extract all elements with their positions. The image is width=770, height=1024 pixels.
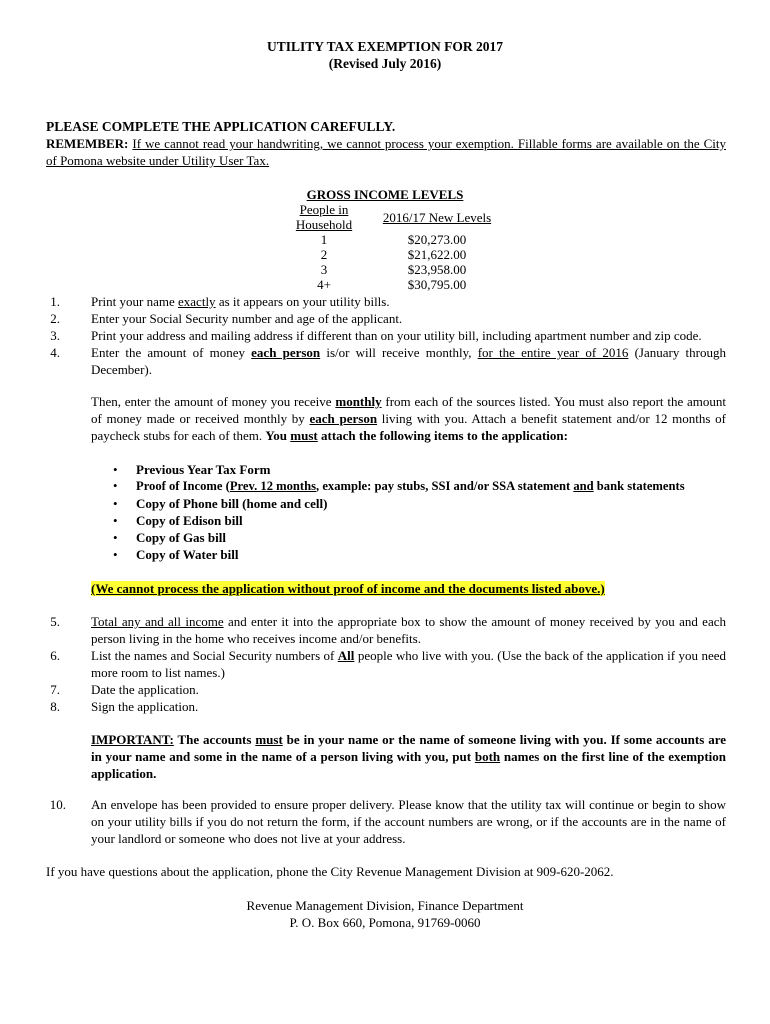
step-4-text xyxy=(91,344,726,378)
step-text: and enter it into the appropriate box to show the amount of money received by you and each person living in the home who receives income and/or benefits. xyxy=(91,614,726,646)
paragraph-text: living with you. Attach a benefit statement and/or 12 months of paycheck stubs for each of them. xyxy=(91,411,726,443)
remember-text: If we cannot read your handwriting, we cannot process your exemption. Fillable forms are available on the City of Pomona website under Utility User Tax. xyxy=(46,136,727,168)
questions-text: If you have questions about the application, phone the City Revenue Management Division at 909-620-2062. xyxy=(46,864,614,879)
required-item-label: Proof of Income ( xyxy=(136,479,230,493)
step-3-text: Print your address and mailing address if different than on your utility bill, including apartment number and zip code. xyxy=(91,328,702,343)
income-table-header-row xyxy=(270,202,496,232)
step-text: List the names and Social Security numbers of xyxy=(91,648,338,663)
step-text: as it appears on your utility bills. xyxy=(215,294,390,309)
remember-label: REMEMBER: xyxy=(46,136,129,151)
bullet-icon: • xyxy=(113,496,118,511)
paragraph-text: names on the first line of the exemption application. xyxy=(91,749,726,781)
step-8-text: Sign the application. xyxy=(91,699,199,714)
step-number: 1. xyxy=(50,294,60,309)
then-paragraph xyxy=(91,393,726,444)
step-number: 4. xyxy=(50,345,60,360)
required-item xyxy=(113,512,243,529)
col-header-people: People in Household xyxy=(295,202,353,232)
emphasis-text: both xyxy=(474,749,501,764)
warning-text: (We cannot process the application without proof of income and the documents listed above.) xyxy=(91,581,605,596)
emphasis-text: and xyxy=(573,479,594,493)
step-number: 5. xyxy=(50,614,60,629)
emphasis-text: each person xyxy=(251,345,321,360)
level-cell: $23,958.00 xyxy=(407,262,467,277)
required-item xyxy=(113,461,270,478)
level-cell: $20,273.00 xyxy=(407,232,467,247)
step-number: 2. xyxy=(50,311,60,326)
emphasis-text: exactly xyxy=(178,294,216,309)
bullet-icon: • xyxy=(113,530,118,545)
step-text: (January through December). xyxy=(91,345,726,377)
step-text: people who live with you. (Use the back of the application if you need more room to list names.) xyxy=(91,648,726,680)
required-item-label: Previous Year Tax Form xyxy=(136,462,271,477)
bullet-icon: • xyxy=(113,479,118,493)
required-item-label: Copy of Water bill xyxy=(136,547,239,562)
bullet-icon: • xyxy=(113,462,118,477)
step-2-text: Enter your Social Security number and age of the applicant. xyxy=(91,311,403,326)
col-header-level: 2016/17 New Levels xyxy=(382,209,492,225)
step-text: is/or will receive monthly, xyxy=(320,345,478,360)
income-table-row xyxy=(270,262,496,277)
emphasis-text: monthly xyxy=(335,394,382,409)
required-item-label: bank statements xyxy=(593,479,685,493)
step-number: 3. xyxy=(50,328,60,343)
bullet-icon: • xyxy=(113,547,118,562)
remember-paragraph xyxy=(46,135,726,169)
intro-heading: PLEASE COMPLETE THE APPLICATION CAREFULLY. xyxy=(46,119,396,134)
people-cell: 2 xyxy=(320,247,328,262)
step-10-text: An envelope has been provided to ensure proper delivery. Please know that the utility tax will continue or begin to show on your utility bills if you do not return the form, if the account numbers are wrong, or if the accounts are in the name of your landlord or someone who does not live at your address. xyxy=(91,797,726,846)
document-title: UTILITY TAX EXEMPTION FOR 2017 xyxy=(266,39,504,54)
required-item-label: , example: pay stubs, SSI and/or SSA statement xyxy=(316,479,574,493)
emphasis-text: for the entire year of 2016 xyxy=(477,345,629,360)
emphasis-text: You xyxy=(265,428,291,443)
step-6-text xyxy=(91,647,726,681)
step-number: 10. xyxy=(49,797,66,812)
emphasis-text: each person xyxy=(309,411,378,426)
people-cell: 3 xyxy=(320,262,328,277)
step-number: 7. xyxy=(50,682,60,697)
important-paragraph xyxy=(91,731,726,782)
bullet-icon: • xyxy=(113,513,118,528)
department-name: Revenue Management Division, Finance Department xyxy=(246,898,524,913)
required-item xyxy=(113,529,226,546)
paragraph-text: be in your name or the name of someone living with you. If some accounts are in your name and some in the name of a person living with you, put xyxy=(91,732,726,764)
required-item-label: Copy of Phone bill (home and cell) xyxy=(136,496,328,511)
income-table-row xyxy=(270,247,496,262)
paragraph-text: from each of the sources listed. You must also report the amount of money made or received monthly by xyxy=(91,394,726,426)
step-7-text: Date the application. xyxy=(91,682,199,697)
level-cell: $30,795.00 xyxy=(407,277,467,292)
step-text: Enter the amount of money xyxy=(91,345,252,360)
people-cell: 4+ xyxy=(317,277,331,292)
emphasis-text: must xyxy=(290,428,318,443)
income-table-title: GROSS INCOME LEVELS xyxy=(306,187,464,202)
document-subtitle: (Revised July 2016) xyxy=(328,56,442,71)
income-table-row xyxy=(270,232,496,247)
paragraph-text: The accounts xyxy=(173,732,256,747)
step-number: 8. xyxy=(50,699,60,714)
required-item xyxy=(113,495,327,512)
required-item xyxy=(113,546,238,563)
warning-note xyxy=(91,580,605,597)
income-table-row xyxy=(270,277,496,292)
people-cell: 1 xyxy=(320,232,328,247)
step-number: 6. xyxy=(50,648,60,663)
step-text: Print your name xyxy=(91,294,179,309)
emphasis-text: must xyxy=(255,732,283,747)
emphasis-text: Prev. 12 months xyxy=(229,479,317,493)
emphasis-text: attach the following items to the application: xyxy=(317,428,568,443)
mailing-address: P. O. Box 660, Pomona, 91769-0060 xyxy=(289,915,481,930)
required-item-label: Copy of Edison bill xyxy=(136,513,243,528)
income-table xyxy=(270,202,496,292)
paragraph-text: Then, enter the amount of money you receive xyxy=(91,394,336,409)
required-item xyxy=(113,478,685,495)
emphasis-text: All xyxy=(337,648,355,663)
level-cell: $21,622.00 xyxy=(407,247,467,262)
important-label: IMPORTANT: xyxy=(91,732,174,747)
step-1-text xyxy=(91,293,726,310)
required-item-label: Copy of Gas bill xyxy=(136,530,226,545)
emphasis-text: Total any and all income xyxy=(91,614,224,629)
step-5-text xyxy=(91,613,726,647)
